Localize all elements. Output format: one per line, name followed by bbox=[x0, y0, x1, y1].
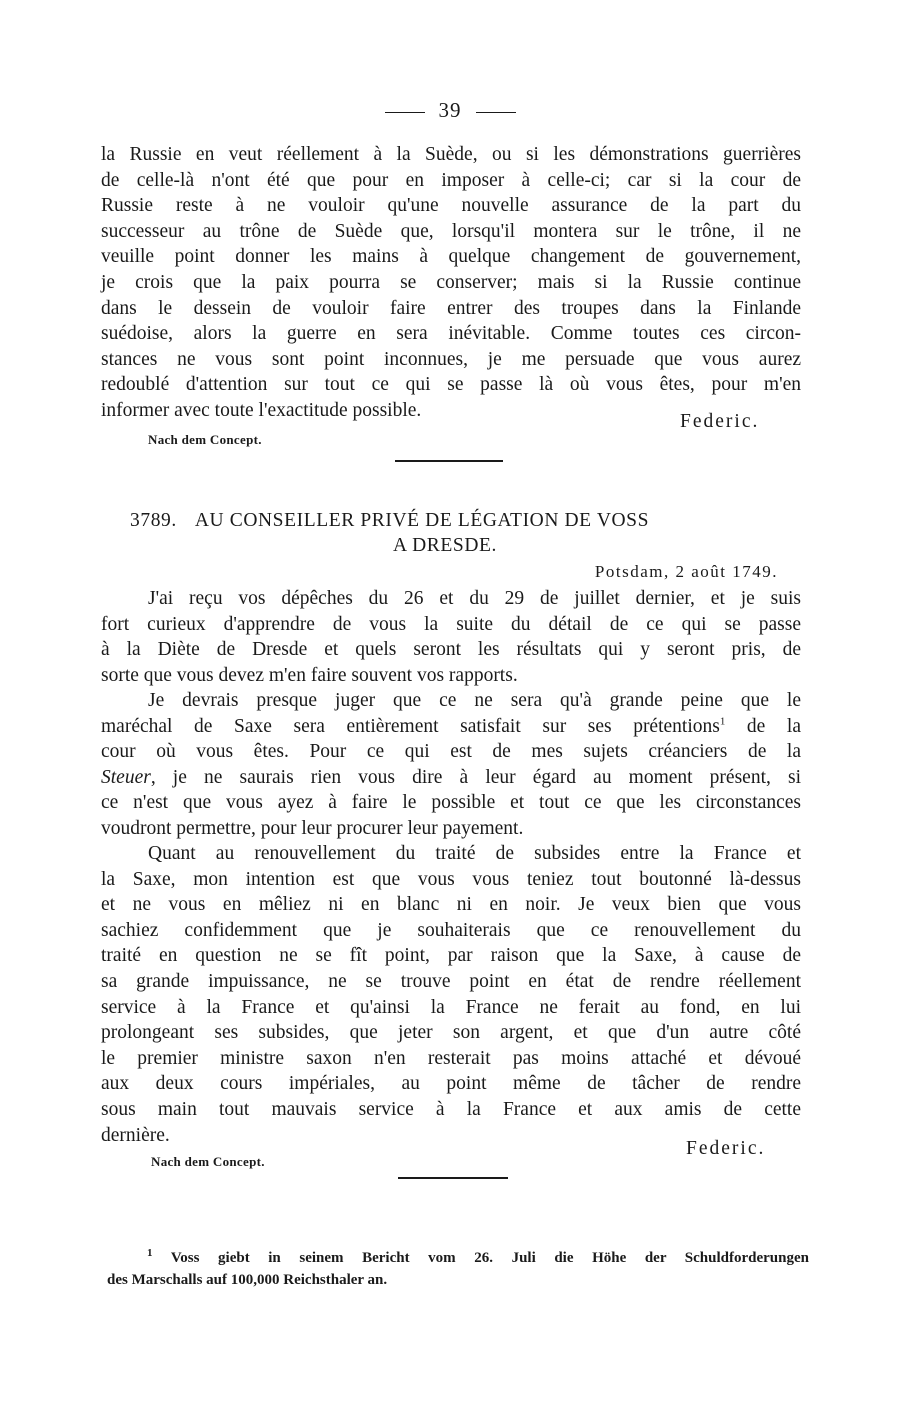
text-line: suédoise, alors la guerre en sera inévitable. Comme toutes ces circon- bbox=[101, 323, 801, 345]
text-line: le premier ministre saxon n'en resterait pas moins attaché et dévoué bbox=[101, 1047, 801, 1069]
signature: Federic. bbox=[686, 1138, 766, 1159]
signature: Federic. bbox=[680, 411, 760, 432]
italic-word: Steuer bbox=[101, 766, 151, 788]
continuation-text bbox=[101, 142, 801, 424]
text-line: sa grande impuissance, ne se trouve point en état de rendre réellement bbox=[101, 970, 801, 992]
text-line: successeur au trône de Suède que, lorsqu'il montera sur le trône, il ne bbox=[101, 220, 801, 242]
text-line: la Russie en veut réellement à la Suède, ou si les démonstrations guerrières bbox=[101, 144, 801, 165]
text-line: sous main tout mauvais service à la France et aux amis de cette bbox=[101, 1098, 801, 1120]
paragraph-2 bbox=[101, 688, 801, 842]
text-line bbox=[101, 714, 801, 740]
source-note: Nach dem Concept. bbox=[151, 1154, 265, 1169]
dateline: Potsdam, 2 août 1749. bbox=[594, 562, 778, 581]
right-dash bbox=[476, 112, 516, 113]
text-line: redoublé d'attention sur tout ce qui se passe là où vous êtes, pour m'en bbox=[101, 374, 801, 396]
text-line: veuille point donner les mains à quelque changement de gouvernement, bbox=[101, 246, 801, 268]
text-line bbox=[101, 765, 801, 791]
footnote-line bbox=[107, 1247, 809, 1269]
text-line: informer avec toute l'exactitude possible. bbox=[101, 399, 422, 421]
source-note: Nach dem Concept. bbox=[148, 432, 262, 447]
text-line: traité en question ne se fît point, par raison que la Saxe, à cause de bbox=[101, 945, 801, 967]
text-span: maréchal de Saxe sera entièrement satisfait sur ses prétentions bbox=[101, 715, 720, 737]
text-line: fort curieux d'apprendre de vous la suite du détail de ce qui se passe bbox=[101, 613, 801, 635]
letter-place: A DRESDE. bbox=[393, 535, 497, 556]
left-dash bbox=[385, 112, 425, 113]
text-line: ce n'est que vous ayez à faire le possible et tout ce que les circonstances bbox=[101, 792, 801, 814]
letter-recipient: AU CONSEILLER PRIVÉ DE LÉGATION DE VOSS bbox=[194, 510, 650, 531]
text-line: la Saxe, mon intention est que vous vous teniez tout boutonné là-dessus bbox=[101, 868, 801, 890]
text-span: , je ne saurais rien vous dire à leur égard au moment présent, si bbox=[150, 766, 801, 788]
section-divider bbox=[395, 460, 503, 462]
page-number-header bbox=[0, 98, 900, 123]
paragraph-1 bbox=[101, 586, 801, 688]
text-line: de celle-là n'ont été que pour en imposer à celle-ci; car si la cour de bbox=[101, 169, 801, 191]
text-line: service à la France et qu'ainsi la France ne ferait au fond, en lui bbox=[101, 996, 801, 1018]
footnote bbox=[107, 1247, 809, 1291]
text-line: Je devrais presque juger que ce ne sera qu'à grande peine que le bbox=[148, 690, 801, 711]
text-line: cour où vous êtes. Pour ce qui est de mes sujets créanciers de la bbox=[101, 741, 801, 763]
text-line: Russie reste à ne vouloir qu'une nouvelle assurance de la part du bbox=[101, 195, 801, 217]
text-line: stances ne vous sont point inconnues, je me persuade que vous aurez bbox=[101, 348, 801, 370]
text-line: à la Diète de Dresde et quels seront les résultats qui y seront pris, de bbox=[101, 639, 801, 661]
text-line: J'ai reçu vos dépêches du 26 et du 29 de juillet dernier, et je suis bbox=[148, 588, 801, 609]
footnote-line: des Marschalls auf 100,000 Reichsthaler an. bbox=[107, 1272, 388, 1288]
text-line: Quant au renouvellement du traité de subsides entre la France et bbox=[148, 843, 801, 864]
page-number: 39 bbox=[438, 98, 462, 122]
footnote-ref: 1 bbox=[719, 715, 726, 728]
text-line: aux deux cours impériales, au point même de tâcher de rendre bbox=[101, 1073, 801, 1095]
text-line: prolongeant ses subsides, que jeter son argent, et que d'un autre côté bbox=[101, 1022, 801, 1044]
text-line: sachiez confidemment que je souhaiterais que ce renouvellement du bbox=[101, 919, 801, 941]
letter-heading bbox=[130, 508, 800, 558]
text-line: voudront permettre, pour leur procurer leur payement. bbox=[101, 817, 524, 839]
text-line: sorte que vous devez m'en faire souvent vos rapports. bbox=[101, 664, 518, 686]
paragraph-3 bbox=[101, 841, 801, 1148]
letter-number: 3789. bbox=[130, 510, 177, 531]
footnote-marker: 1 bbox=[147, 1247, 153, 1259]
text-line: dans le dessein de vouloir faire entrer des troupes dans la Finlande bbox=[101, 297, 801, 319]
section-divider bbox=[398, 1177, 508, 1179]
text-line: je crois que la paix pourra se conserver; mais si la Russie continue bbox=[101, 271, 801, 293]
text-line: dernière. bbox=[101, 1124, 170, 1146]
text-span: Voss giebt in seinem Bericht vom 26. Juli die Höhe der Schuldforderungen bbox=[170, 1250, 809, 1266]
text-line: et ne vous en mêliez ni en blanc ni en noir. Je veux bien que vous bbox=[101, 894, 801, 916]
text-span: de la bbox=[725, 715, 801, 737]
